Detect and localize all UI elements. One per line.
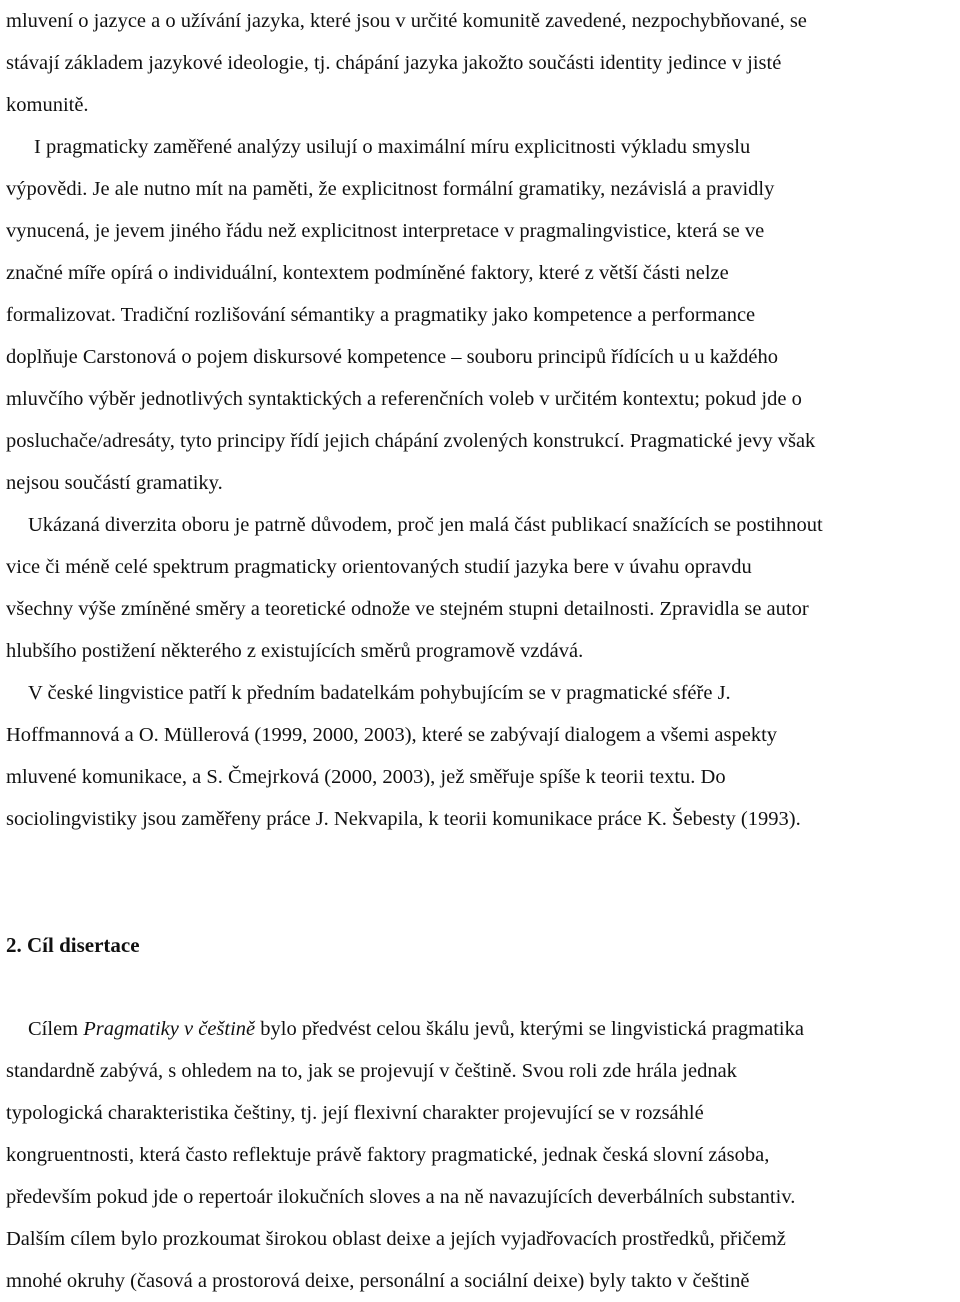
text-line: mluvené komunikace, a S. Čmejrková (2000, 2003), jež směřuje spíše k teorii textu. Do (6, 766, 726, 788)
text-line: doplňuje Carstonová o pojem diskursové kompetence – souboru principů řídících u u každého (6, 346, 778, 368)
text-line (6, 1008, 958, 1050)
text-line: mluvení o jazyce a o užívání jazyka, které jsou v určité komunitě zavedené, nezpochybňované, se (6, 10, 807, 32)
text-line: značné míře opírá o individuální, kontextem podmíněné faktory, které z větší části nelze (6, 262, 729, 284)
section-heading: 2. Cíl disertace (6, 933, 140, 957)
text-line: především pokud jde o repertoár ilokučních sloves a na ně navazujících deverbálních substantiv. (6, 1186, 796, 1208)
text-line: komunitě. (6, 94, 89, 116)
document-page (6, 0, 958, 1302)
text-line: nejsou součástí gramatiky. (6, 472, 223, 494)
text-line: stávají základem jazykové ideologie, tj. chápání jazyka jakožto součásti identity jedince v jisté (6, 52, 782, 74)
text-line: Dalším cílem bylo prozkoumat širokou oblast deixe a jejích vyjadřovacích prostředků, přičemž (6, 1228, 786, 1250)
paragraph-language-ideology (6, 0, 958, 126)
paragraph-diversity (6, 504, 958, 672)
text-line: mnohé okruhy (časová a prostorová deixe, personální a sociální deixe) byly takto v češtině (6, 1270, 750, 1292)
section-spacer (6, 840, 958, 924)
text-line: mluvčího výběr jednotlivých syntaktických a referenčních voleb v určitém kontextu; pokud jde o (6, 388, 802, 410)
text-line: vice či méně celé spektrum pragmaticky orientovaných studií jazyka bere v úvahu opravdu (6, 556, 752, 578)
text-line: V české lingvistice patří k předním badatelkám pohybujícím se v pragmatické sféře J. (28, 682, 731, 704)
text-line: typologická charakteristika češtiny, tj. její flexivní charakter projevující se v rozsáhlé (6, 1102, 704, 1124)
text-line: hlubšího postižení některého z existujících směrů programově vzdává. (6, 640, 584, 662)
section-spacer (6, 966, 958, 1008)
text-line: všechny výše zmíněné směry a teoretické odnože ve stejném stupni detailnosti. Zpravidla se autor (6, 598, 809, 620)
text-line: výpovědi. Je ale nutno mít na paměti, že explicitnost formální gramatiky, nezávislá a pravidly (6, 178, 775, 200)
text-line: I pragmaticky zaměřené analýzy usilují o maximální míru explicitnosti výkladu smyslu (34, 136, 751, 158)
book-title: Pragmatiky v češtině (83, 1018, 256, 1040)
text-line: standardně zabývá, s ohledem na to, jak se projevují v češtině. Svou roli zde hrála jednak (6, 1060, 737, 1082)
paragraph-czech-linguistics (6, 672, 958, 840)
text-line: formalizovat. Tradiční rozlišování sémantiky a pragmatiky jako kompetence a performance (6, 304, 756, 326)
text-line: Ukázaná diverzita oboru je patrně důvodem, proč jen malá část publikací snažících se postihnout (28, 514, 823, 536)
text-line: vynucená, je jevem jiného řádu než explicitnost interpretace v pragmalingvistice, která se ve (6, 220, 765, 242)
text-line: kongruentnosti, která často reflektuje právě faktory pragmatické, jednak česká slovní zásoba, (6, 1144, 770, 1166)
text-run: bylo předvést celou škálu jevů, kterými se lingvistická pragmatika (255, 1018, 804, 1040)
text-run: Cílem (28, 1018, 84, 1040)
paragraph-dissertation-goal (6, 1008, 958, 1302)
paragraph-explicitness (6, 126, 958, 504)
text-line: Hoffmannová a O. Müllerová (1999, 2000, 2003), které se zabývají dialogem a všemi aspekty (6, 724, 778, 746)
text-line: posluchače/adresáty, tyto principy řídí jejich chápání zvolených konstrukcí. Pragmatické jevy však (6, 430, 816, 452)
text-line: sociolingvistiky jsou zaměřeny práce J. Nekvapila, k teorii komunikace práce K. Šebesty (1993). (6, 808, 801, 830)
